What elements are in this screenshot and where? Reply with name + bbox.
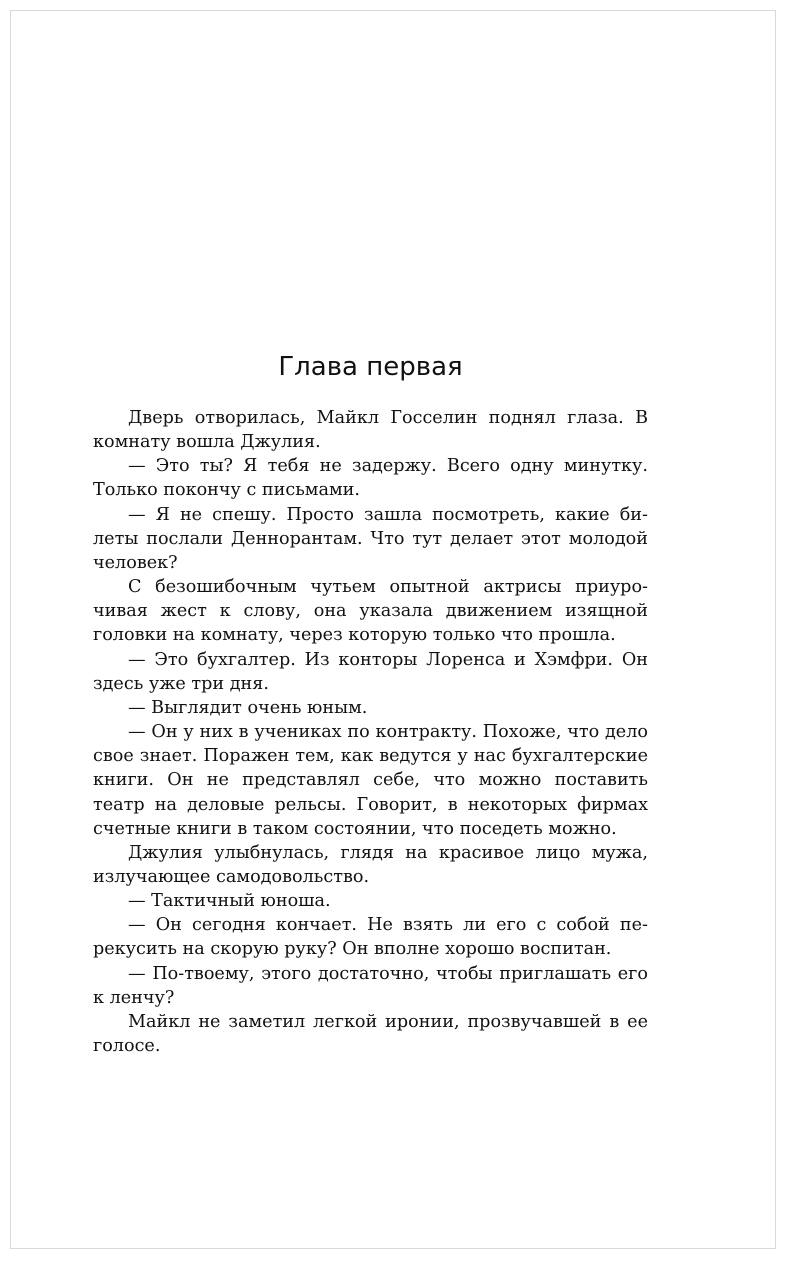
- paragraph: — Я не спешу. Просто зашла посмотреть, какие билеты послали Деннорантам. Что тут делает этот молодой человек?: [93, 504, 648, 573]
- paragraph: Джулия улыбнулась, глядя на красивое лицо мужа, излучающее самодовольство.: [93, 842, 648, 887]
- paragraph: Дверь отворилась, Майкл Госселин поднял глаза. В комнату вошла Джулия.: [93, 408, 648, 453]
- paragraph: Майкл не заметил легкой иронии, прозвучавшей в ее голосе.: [93, 1011, 648, 1057]
- paragraph: — Это ты? Я тебя не задержу. Всего одну минутку. Только покончу с письмами.: [93, 456, 648, 501]
- paragraph: — Тактичный юноша.: [128, 891, 331, 912]
- paragraph: С безошибочным чутьем опытной актрисы приурочивая жест к слову, она указала движением изящной головки на комнату, через которую только что прошла.: [93, 577, 648, 646]
- paragraph: — Он сегодня кончает. Не взять ли его с собой перекусить на скорую руку? Он вполне хорошо воспитан.: [93, 915, 648, 960]
- chapter-body: [93, 406, 648, 1058]
- paragraph: — По-твоему, этого достаточно, чтобы приглашать его к ленчу?: [93, 963, 648, 1008]
- chapter-title: Глава первая: [278, 352, 463, 382]
- paragraph: — Это бухгалтер. Из конторы Лоренса и Хэмфри. Он здесь уже три дня.: [93, 649, 648, 694]
- paragraph: — Выглядит очень юным.: [128, 697, 368, 718]
- paragraph: — Он у них в учениках по контракту. Похоже, что дело свое знает. Поражен тем, как ведутся у нас бухгалтерские книги. Он не представлял себе, что можно поставить театр на деловые рельсы. Говорит, в некоторых фирмах счетные книги в таком состоянии, что поседеть можно.: [93, 722, 648, 839]
